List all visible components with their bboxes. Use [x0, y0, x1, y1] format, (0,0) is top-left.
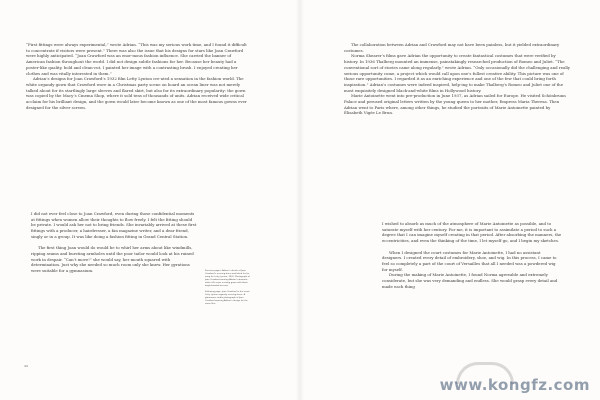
- left-body-text: [26, 42, 250, 110]
- caption-text: Previous pages: Adrian’s sketch of Joan Crawford’s evening dress and black fur for wrap for Letty Lynton, 1932. Photograph of Joan Crawford wearing Adrian’s dramatic white silk crepe evening gown with black bugle-beaded accents.: [205, 270, 250, 287]
- paragraph: “First fittings were always experimental,” wrote Adrian. “This was my serious work time, and I found it difficult to concentrate if visitors were present.” There was also the issue that his designs for stars like Joan Crawford were highly anticipated. “Joan Crawford was an enor-mous fashion influence. She carried the banner of American fashion throughout the world. I did not design subtle fashions for her. Because her beauty had a poster-like quality, bold and clean-cut, I painted her image with a contrasting brush. I enjoyed creating her clothes and was vitally interested in them.”: [26, 42, 247, 76]
- page-number: 44: [24, 364, 28, 368]
- image-caption: [205, 270, 253, 309]
- quote-paragraph: During the making of Marie Antoinette, I found Norma agreeable and extremely considerate, but she was very demanding and endless. She would grasp every detail and made each thing: [382, 272, 558, 289]
- right-page: [300, 0, 600, 400]
- paragraph: Norma Shearer’s films gave Adrian the opportunity to create fantastical costumes that were verified by history. In 1936 Thalberg mounted an immense, painstakingly researched production of Romeo and Juliet. “The conventional sort of stories came along regularly,” wrote Adrian. “Only occasionally did the challenging and really serious opportunity come, a project which would call upon one’s fullest creative ability. This picture was one of those rare opportunities. I regarded it as an enriching experience and one of the few that could bring forth inspiration.” Adrian’s costumes were indeed inspired, help-ing to make Thalberg’s Romeo and Juliet one of the most exquisitely designed black-and-white films in Hollywood history.: [344, 53, 570, 93]
- right-body-text: [344, 42, 570, 116]
- paragraph: The collaboration between Adrian and Crawford may not have been painless, but it yielded extraordinary costumes.: [344, 42, 560, 53]
- watermark: www.kongfz.com: [439, 376, 590, 394]
- paragraph: Marie Antoinette went into pre-production in June 1937, as Adrian sailed for Europe. He visited Schönbrunn Palace and perused original letters written by the young queen to her mother, Empress Maria Theresa. Then Adrian went to Paris where, among other things, he studied the portraits of Marie Antoinette painted by Élisabeth Vigée Le Brun.: [344, 93, 566, 116]
- left-block-quote: [31, 211, 197, 274]
- paragraph: Adrian’s designs for Joan Crawford’s 1932 film Letty Lynton cre-ated a sensation in the fashion world. The white organdy gown that Crawford wore in a Christmas party scene on board an ocean liner was not merely talked about for its startlingly large sleeves and flared skirt, but also for its extraordinary popularity: the gown was copied by the Macy’s Cinema Shop, where it sold tens of thousands of units. Adrian received wide critical acclaim for his brilliant design, and the gown would later become known as one of the most famous gowns ever designed for the silver screen.: [26, 76, 247, 110]
- right-block-quote: [382, 221, 562, 289]
- quote-paragraph: When I designed the court costumes for Marie Antoinette, I had no assistant designers. I created every detail of embroidery, shoe, and wig. In this process, I came to feel so completely a part of the court of Versailles that all I needed was a powdered wig for myself.: [382, 249, 557, 272]
- caption-text: Following page: Joan Crawford in the iconic Letty Lynton organdy evening dress. A glamorous studio photograph of Joan Crawford wearing Adrian’s design for the same film.: [205, 291, 250, 305]
- quote-paragraph: The first thing Joan would do would be to whirl her arms about like windmills, ripping seams and bursting armholes until the poor tailor would look at his ruined work in despair. “Can’t move!” she would say, her mouth squared with determination. Just why she needed so much room only she knew. Her gyrations were suitable for a gymnasium.: [31, 245, 194, 274]
- quote-paragraph: I wished to absorb as much of the atmosphere of Marie Antoinette as possible, and to saturate myself with her century. For me, it is important to assimilate a period to such a degree that I can imagine myself creating in that period. After absorbing the manners, the eccentricities, and even the thinking of the time, I let myself go, and I begin my sketches.: [382, 221, 562, 244]
- quote-paragraph: I did not ever feel close to Joan Crawford, even during those confidential moments at fittings when women allow their thoughts to flow freely. I felt the fitting should be private. I would ask her not to bring friends. She invariably arrived at these first fittings with a producer, a hairdresser, a fan magazine writer, and a dear friend, singly or in a group. It was like doing a fashion fitting in Grand Central Station.: [31, 211, 197, 239]
